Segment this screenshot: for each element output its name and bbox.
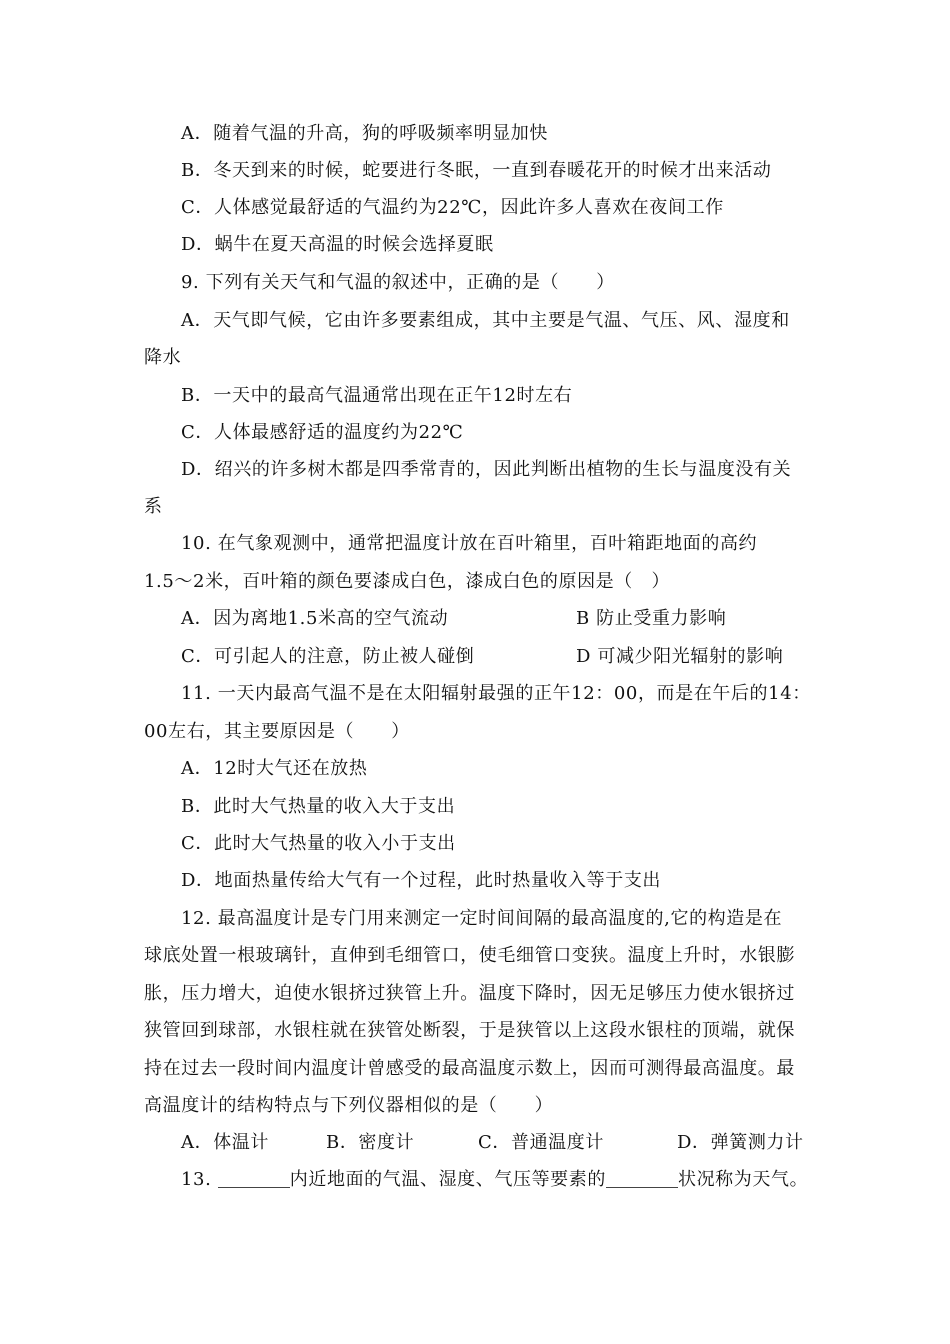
q11-option-a: A．12时大气还在放热 [181, 758, 368, 779]
q9-option-d-line1: D．绍兴的许多树木都是四季常青的，因此判断出植物的生长与温度没有关 [181, 459, 792, 480]
q11-stem-line1: 11. 一天内最高气温不是在太阳辐射最强的正午12：00，而是在午后的14： [181, 683, 811, 704]
q9-option-d-line2: 系 [144, 496, 163, 517]
q13-stem [181, 1168, 808, 1192]
q12-option-c: C．普通温度计 [478, 1132, 604, 1153]
q10-option-d: D 可减少阳光辐射的影响 [576, 646, 784, 667]
q8-option-b: B．冬天到来的时候，蛇要进行冬眠，一直到春暖花开的时候才出来活动 [181, 160, 772, 181]
q9-option-c: C．人体最感舒适的温度约为22℃ [181, 422, 464, 443]
q12-option-b: B．密度计 [326, 1132, 415, 1153]
q13-blank-1[interactable] [218, 1169, 290, 1188]
q10-stem-line2: 1.5～2米，百叶箱的颜色要漆成白色，漆成白色的原因是（ ） [144, 571, 671, 592]
q9-option-b: B．一天中的最高气温通常出现在正午12时左右 [181, 385, 573, 406]
q11-option-c: C．此时大气热量的收入小于支出 [181, 833, 456, 854]
q11-option-b: B．此时大气热量的收入大于支出 [181, 796, 456, 817]
q10-option-c: C．可引起人的注意，防止被人碰倒 [181, 646, 475, 667]
q8-option-a: A．随着气温的升高，狗的呼吸频率明显加快 [181, 123, 548, 144]
q13-number: 13. [181, 1169, 212, 1190]
q12-stem-line3: 胀，压力增大，迫使水银挤过狭管上升。温度下降时，因无足够压力使水银挤过 [144, 983, 795, 1004]
q9-option-a-line2: 降水 [144, 347, 182, 368]
q8-option-c: C．人体感觉最舒适的气温约为22℃，因此许多人喜欢在夜间工作 [181, 197, 724, 218]
q11-stem-line2: 00左右，其主要原因是（ ） [144, 721, 410, 742]
q9-option-a-line1: A．天气即气候，它由许多要素组成，其中主要是气温、气压、风、湿度和 [181, 310, 790, 331]
q10-option-a: A．因为离地1.5米高的空气流动 [181, 608, 449, 629]
q8-option-d: D．蜗牛在夏天高温的时候会选择夏眠 [181, 234, 494, 255]
q13-blank-2[interactable] [606, 1169, 678, 1188]
q12-stem-line4: 狭管回到球部，水银柱就在狭管处断裂，于是狭管以上这段水银柱的顶端，就保 [144, 1020, 795, 1041]
q12-option-d: D．弹簧测力计 [677, 1132, 804, 1153]
q9-stem: 9. 下列有关天气和气温的叙述中，正确的是（ ） [181, 272, 615, 293]
q12-stem-line6: 高温度计的结构特点与下列仪器相似的是（ ） [144, 1095, 554, 1116]
q12-option-a: A．体温计 [181, 1132, 269, 1153]
q12-stem-line5: 持在过去一段时间内温度计曾感受的最高温度示数上，因而可测得最高温度。最 [144, 1058, 795, 1079]
q10-option-b: B 防止受重力影响 [576, 608, 727, 629]
q12-stem-line2: 球底处置一根玻璃针，直伸到毛细管口，使毛细管口变狭。温度上升时，水银膨 [144, 945, 795, 966]
q13-end-text: 状况称为天气。 [677, 1169, 809, 1190]
q13-middle-text: 内近地面的气温、湿度、气压等要素的 [289, 1169, 606, 1190]
q11-option-d: D．地面热量传给大气有一个过程，此时热量收入等于支出 [181, 870, 662, 891]
q10-stem-line1: 10. 在气象观测中，通常把温度计放在百叶箱里，百叶箱距地面的高约 [181, 533, 758, 554]
q12-stem-line1: 12. 最高温度计是专门用来测定一定时间间隔的最高温度的,它的构造是在 [181, 908, 783, 929]
